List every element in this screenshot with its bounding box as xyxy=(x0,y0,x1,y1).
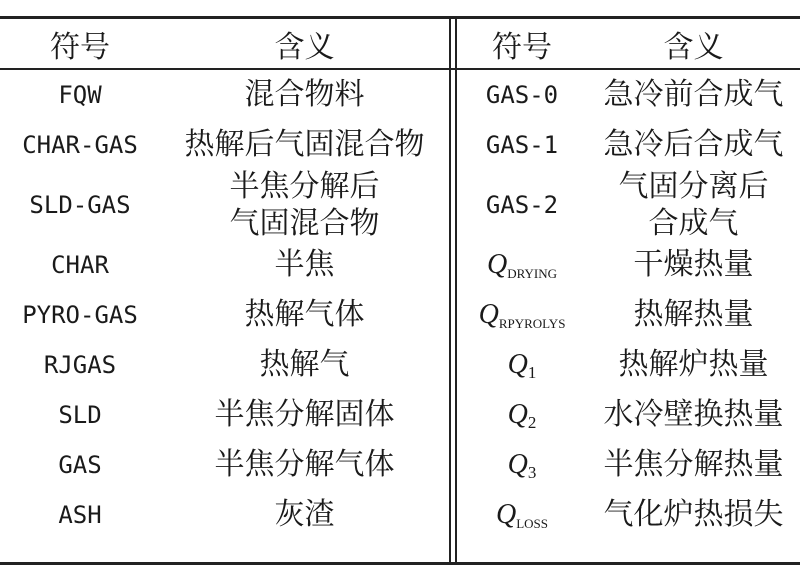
right-symbol-cell: GAS-1 xyxy=(485,131,559,159)
left-meaning-cell: 热解气 xyxy=(259,347,350,383)
right-meaning-cell: 气化炉热损失 xyxy=(603,497,784,533)
right-meaning-cell: 急冷后合成气 xyxy=(603,127,784,163)
heat-symbol-q: Q xyxy=(478,299,499,330)
left-symbol-cell: PYRO-GAS xyxy=(22,301,138,329)
right-symbol-cell xyxy=(457,390,587,440)
left-meaning-cell: 混合物料 xyxy=(244,77,365,113)
heat-symbol-q: Q xyxy=(495,499,517,530)
heat-symbol-subscript: 2 xyxy=(527,413,537,432)
header-left-meaning: 含义 xyxy=(274,29,335,65)
right-symbol-cell xyxy=(457,490,587,540)
left-meaning-cell: 半焦 xyxy=(274,247,335,283)
right-meaning-cell: 半焦分解热量 xyxy=(603,447,784,483)
right-symbol-cell xyxy=(457,240,587,290)
right-symbol-cell xyxy=(457,340,587,390)
left-symbol-cell: CHAR xyxy=(51,251,109,279)
right-symbol-cell: GAS-0 xyxy=(485,81,559,109)
right-meaning-cell: 水冷壁换热量 xyxy=(603,397,784,433)
left-symbol-cell: SLD xyxy=(58,401,102,429)
divider-line-1 xyxy=(449,16,451,565)
right-symbol-cell xyxy=(457,440,587,490)
right-symbol-cell: GAS-2 xyxy=(485,191,559,219)
heat-symbol-q: Q xyxy=(507,449,528,480)
right-meaning-cell: 气固分离后 合成气 xyxy=(618,168,769,241)
bottom-rule xyxy=(0,562,800,565)
right-meaning-cell: 热解炉热量 xyxy=(618,347,769,383)
left-meaning-cell: 热解后气固混合物 xyxy=(184,127,425,163)
heat-symbol-subscript: 3 xyxy=(527,463,537,482)
left-symbol-cell: ASH xyxy=(58,501,102,529)
left-meaning-cell: 半焦分解固体 xyxy=(214,397,395,433)
left-meaning-cell: 半焦分解气体 xyxy=(214,447,395,483)
heat-symbol-subscript: 1 xyxy=(527,363,537,382)
heat-symbol-q: Q xyxy=(486,249,508,280)
right-meaning-cell: 热解热量 xyxy=(633,297,754,333)
right-meaning-cell: 急冷前合成气 xyxy=(603,77,784,113)
left-symbol-cell: CHAR-GAS xyxy=(22,131,138,159)
left-symbol-cell: RJGAS xyxy=(43,351,117,379)
heat-symbol-subscript: RPYROLYS xyxy=(498,316,566,331)
header-right-meaning: 含义 xyxy=(663,29,724,65)
left-meaning-cell: 灰渣 xyxy=(274,497,335,533)
heat-symbol-q: Q xyxy=(507,349,528,380)
header-left-symbol: 符号 xyxy=(50,29,110,65)
right-symbol-cell xyxy=(457,290,587,340)
left-meaning-cell: 热解气体 xyxy=(244,297,365,333)
heat-symbol-q: Q xyxy=(507,399,528,430)
left-symbol-cell: SLD-GAS xyxy=(29,191,131,219)
left-meaning-cell: 半焦分解后 气固混合物 xyxy=(229,168,380,241)
heat-symbol-subscript: LOSS xyxy=(516,516,549,531)
left-symbol-cell: FQW xyxy=(58,81,102,109)
heat-symbol-subscript: DRYING xyxy=(507,266,558,281)
header-right-symbol: 符号 xyxy=(492,29,552,65)
left-symbol-cell: GAS xyxy=(58,451,102,479)
right-meaning-cell: 干燥热量 xyxy=(633,247,754,283)
